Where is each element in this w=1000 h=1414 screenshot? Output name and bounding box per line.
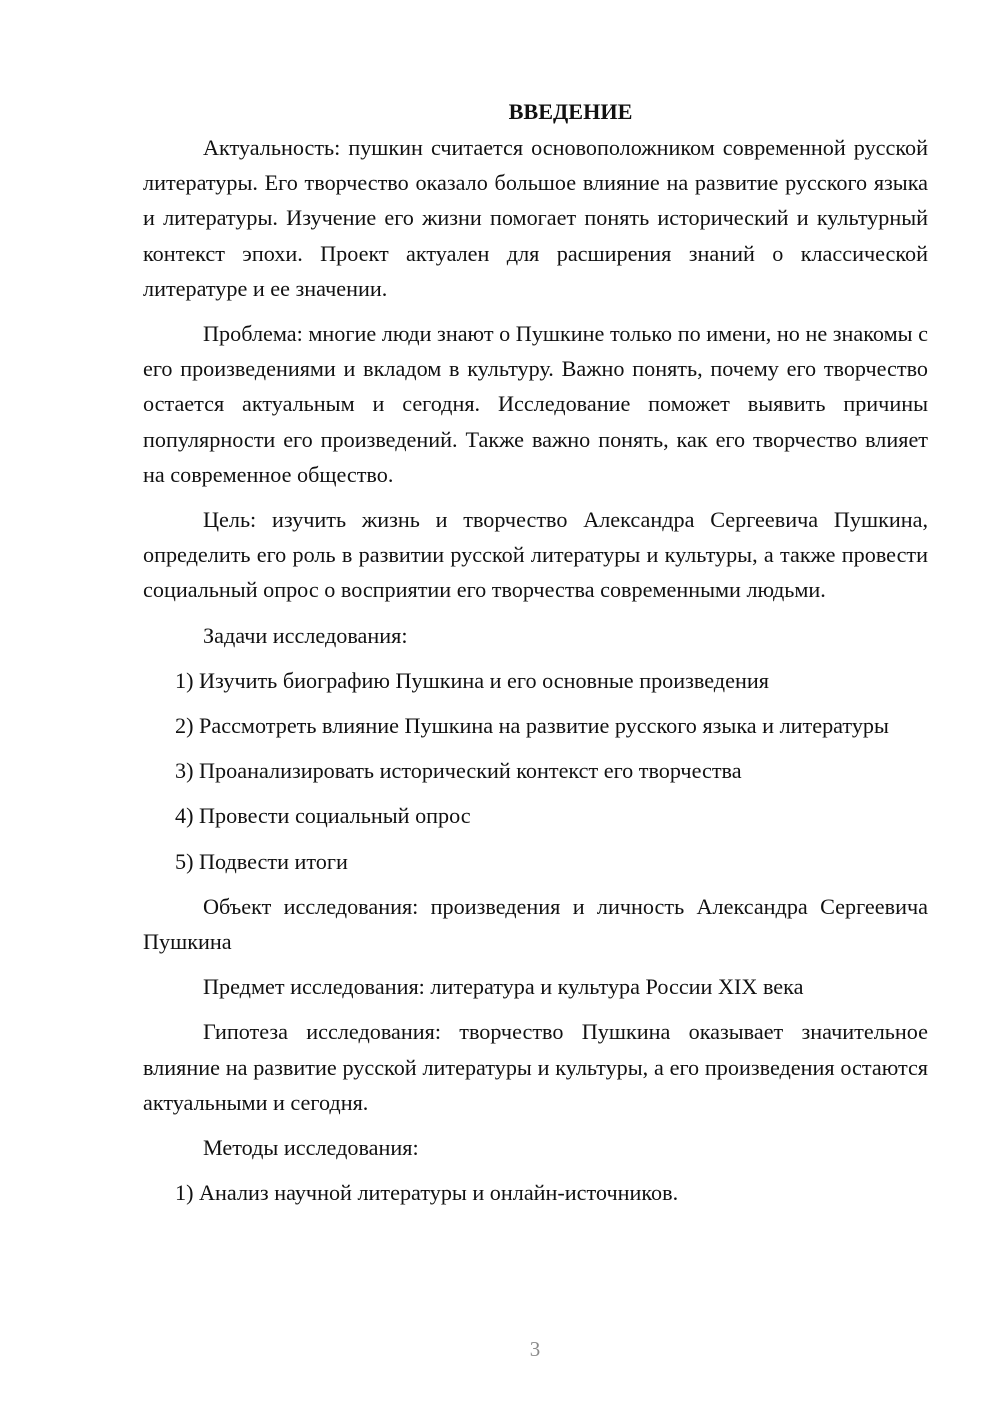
object-paragraph: Объект исследования: произведения и личность Александра Сергеевича Пушкина [143,893,928,955]
task-item-1: 1) Изучить биографию Пушкина и его основные произведения [175,667,769,693]
method-item-1: 1) Анализ научной литературы и онлайн-источников. [175,1180,679,1206]
task-item-3: 3) Проанализировать исторический контекст его творчества [175,758,742,784]
task-item-2: 2) Рассмотреть влияние Пушкина на развитие русского языка и литературы [175,713,889,739]
problem-paragraph: Проблема: многие люди знают о Пушкине только по имени, но не знакомы с его произведениями и вкладом в культуру. Важно понять, почему его творчество остается актуальным и сегодня. Исследование поможет выявить причины популярности его произведений. Также важно понять, как его творчество влияет на современное общество. [143,321,928,487]
tasks-heading: Задачи исследования: [203,622,408,648]
document-content [143,94,928,1210]
task-item-4: 4) Провести социальный опрос [175,803,471,829]
methods-heading: Методы исследования: [203,1135,419,1161]
page-number: 3 [529,1337,541,1361]
hypothesis-paragraph: Гипотеза исследования: творчество Пушкина оказывает значительное влияние на развитие русской литературы и культуры, а его произведения остаются актуальными и сегодня. [143,1019,928,1115]
page-title: ВВЕДЕНИЕ [508,99,633,124]
task-item-5: 5) Подвести итоги [175,848,348,874]
subject-paragraph: Предмет исследования: литература и культура России XIX века [203,974,804,1000]
relevance-paragraph: Актуальность: пушкин считается основоположником современной русской литературы. Его творчество оказало большое влияние на развитие русского языка и литературы. Изучение его жизни помогает понять исторический и культурный контекст эпохи. Проект актуален для расширения знаний о классической литературе и ее значении. [143,135,928,301]
goal-paragraph: Цель: изучить жизнь и творчество Александра Сергеевича Пушкина, определить его роль в развитии русской литературы и культуры, а также провести социальный опрос о восприятии его творчества современными людьми. [143,507,928,603]
